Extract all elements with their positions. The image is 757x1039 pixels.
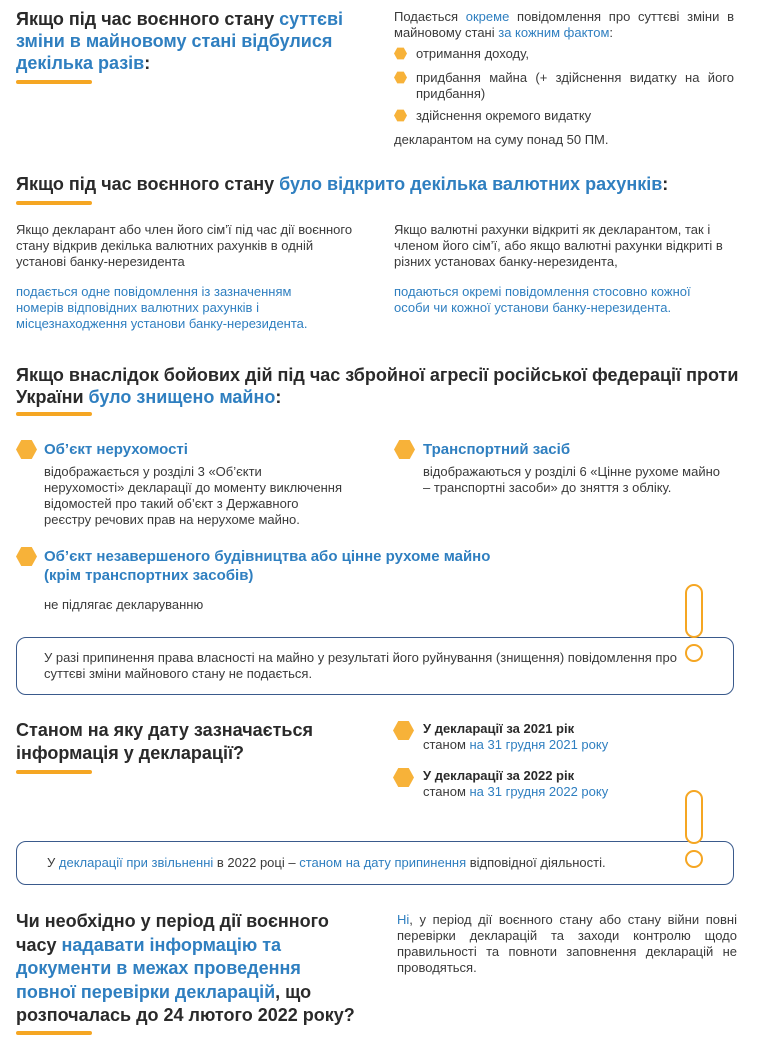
section2-left-text: Якщо декларант або член його сім’ї під час дії воєнного стану відкрив декілька валютних рахунків в одній установі банку-нерезидента [16, 222, 353, 269]
section2-underline [16, 201, 92, 205]
section3-title: Якщо внаслідок бойових дій під час збройної агресії російської федерації проти України було знищено майно: [16, 365, 739, 407]
declaration-2021: У декларації за 2021 рік станом на 31 грудня 2021 року [423, 721, 609, 752]
vehicle-text: відображаються у розділі 6 «Цінне рухоме майно – транспортні засоби» до зняття з обліку. [423, 464, 721, 495]
list-item: придбання майна (+ здійснення видатку на його придбання) [394, 70, 734, 102]
hexagon-bullet-icon [393, 767, 414, 788]
unfinished-title: Об’єкт незавершеного будівництва або цінне рухоме майно (крім транспортних засобів) [44, 548, 491, 584]
section1-outro: декларантом на суму понад 50 ПМ. [394, 132, 609, 147]
section3-underline [16, 412, 92, 416]
section5-answer: Ні, у період дії воєнного стану або стану війни повні перевірки декларацій та заходи контролю щодо правильності та повноти заповнення декларацій не проводяться. [397, 912, 737, 975]
vehicle-title: Транспортний засіб [423, 441, 571, 458]
section1-title: Якщо під час воєнного стану суттєві зміни в майновому стані відбулися декілька разів: [16, 9, 344, 73]
hexagon-bullet-icon [16, 439, 37, 460]
section1-list [394, 46, 734, 130]
exclamation-icon [682, 790, 706, 870]
hexagon-bullet-icon [394, 439, 415, 460]
note-box-text: У разі припинення права власності на майно у результаті його руйнування (знищення) повідомлення про суттєві зміни майнового стану не подається. [44, 650, 677, 681]
hexagon-bullet-icon [393, 720, 414, 741]
section5-title: Чи необхідно у період дії воєнного часу надавати інформацію та документи в межах проведення повної перевірки декларацій, що розпочалась до 24 лютого 2022 року? [16, 911, 355, 1025]
list-item: здійснення окремого видатку [394, 108, 734, 124]
declaration-2022: У декларації за 2022 рік станом на 31 грудня 2022 року [423, 768, 609, 799]
hexagon-bullet-icon [394, 109, 407, 122]
list-item: отримання доходу, [394, 46, 734, 62]
section1-intro: Подається окреме повідомлення про суттєві зміни в майновому стані за кожним фактом: [394, 9, 734, 40]
hexagon-bullet-icon [394, 71, 407, 84]
exclamation-icon [682, 584, 706, 664]
dismissal-note-box [16, 841, 734, 885]
section4-underline [16, 770, 92, 774]
note-box [16, 637, 734, 695]
section2-right-highlight: подаються окремі повідомлення стосовно кожної особи чи кожної установи банку-нерезидента. [394, 284, 691, 315]
section2-title: Якщо під час воєнного стану було відкрито декілька валютних рахунків: [16, 174, 669, 194]
dismissal-note-text: У декларації при звільненні в 2022 році – станом на дату припинення відповідної діяльності. [47, 855, 606, 870]
real-estate-text: відображається у розділі 3 «Об’єкти нерухомості» декларації до моменту виключення відомостей про такий об’єкт з Державного реєстру речових прав на нерухоме майно. [44, 464, 343, 527]
hexagon-bullet-icon [394, 47, 407, 60]
section2-right-text: Якщо валютні рахунки відкриті як декларантом, так і членом його сім’ї, або якщо валютні рахунки відкриті в різних установах банку-нерезидента, [394, 222, 723, 269]
real-estate-title: Об’єкт нерухомості [44, 441, 188, 458]
section2-left-highlight: подається одне повідомлення із зазначенням номерів відповідних валютних рахунків і місцезнаходження установи банку-нерезидента. [16, 284, 308, 331]
section5-underline [16, 1031, 92, 1035]
hexagon-bullet-icon [16, 546, 37, 567]
section4-title: Станом на яку дату зазначається інформація у декларації? [16, 720, 314, 763]
unfinished-text: не підлягає декларуванню [44, 597, 204, 612]
section1-underline [16, 80, 92, 84]
